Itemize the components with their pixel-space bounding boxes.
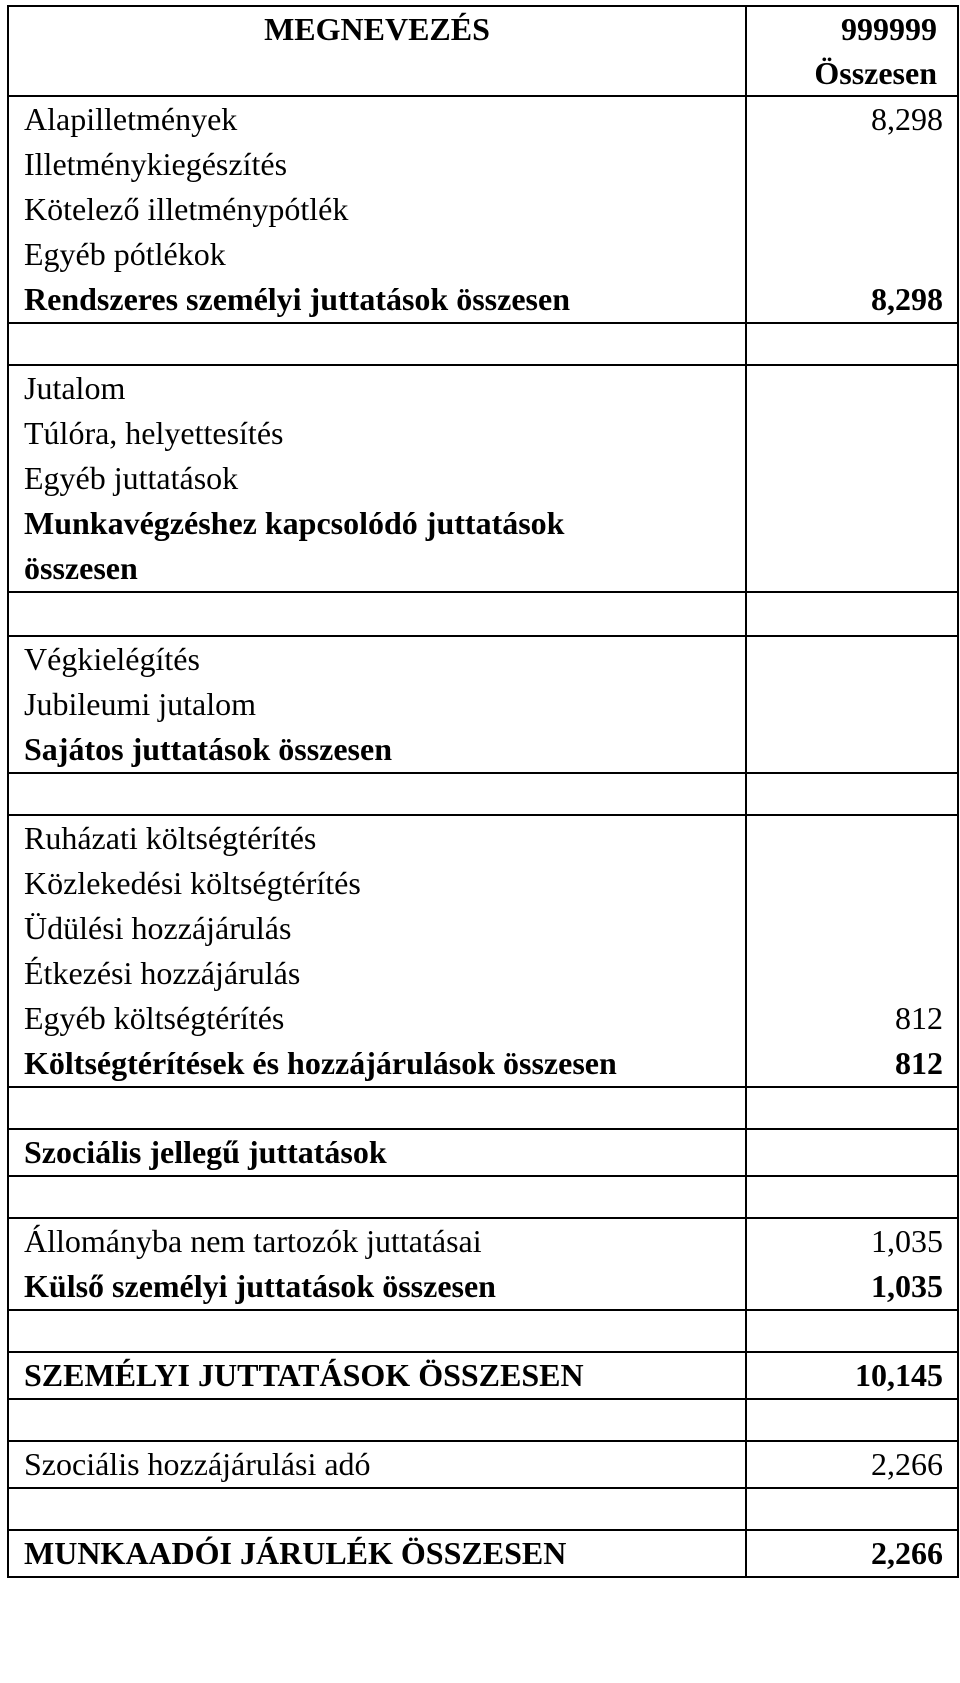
group-row <box>8 1441 958 1488</box>
line-value: 2,266 <box>871 1446 943 1482</box>
label-cell <box>8 1530 746 1577</box>
line-value <box>747 501 957 546</box>
label-cell <box>8 96 746 323</box>
line-label: Alapilletmények <box>24 101 238 137</box>
spacer-cell <box>8 1176 746 1218</box>
spacer-cell <box>8 773 746 815</box>
line-label: Állományba nem tartozók juttatásai <box>24 1223 482 1259</box>
line-label: Közlekedési költségtérítés <box>24 865 361 901</box>
line-label: SZEMÉLYI JUTTATÁSOK ÖSSZESEN <box>24 1357 584 1393</box>
line-value <box>747 637 957 682</box>
line-value: 812 <box>895 1000 943 1036</box>
line-value: 8,298 <box>871 101 943 137</box>
column-code: 999999 <box>841 11 937 47</box>
line-label: összesen <box>24 550 138 586</box>
line-label: Költségtérítések és hozzájárulások összesen <box>24 1045 617 1081</box>
label-cell <box>8 1441 746 1488</box>
spacer-cell <box>8 323 746 365</box>
value-cell <box>746 365 958 592</box>
spacer-row <box>8 592 958 636</box>
spacer-row <box>8 1087 958 1129</box>
line-label: Üdülési hozzájárulás <box>24 910 292 946</box>
line-value <box>747 816 957 861</box>
spacer-cell <box>746 1176 958 1218</box>
label-cell <box>8 1352 746 1399</box>
line-value <box>747 366 957 411</box>
value-cell <box>746 636 958 773</box>
line-value <box>747 727 957 772</box>
line-value <box>747 1130 957 1175</box>
spacer-cell <box>8 1488 746 1530</box>
group-row <box>8 1129 958 1176</box>
line-label: Sajátos juttatások összesen <box>24 731 392 767</box>
label-cell <box>8 815 746 1087</box>
spacer-cell <box>746 1310 958 1352</box>
line-label: Egyéb költségtérítés <box>24 1000 285 1036</box>
group-row <box>8 636 958 773</box>
line-label: Munkavégzéshez kapcsolódó juttatások <box>24 505 565 541</box>
spacer-cell <box>746 773 958 815</box>
group-row <box>8 365 958 592</box>
spacer-cell <box>746 1399 958 1441</box>
line-value <box>747 861 957 906</box>
line-value: 1,035 <box>871 1268 943 1304</box>
value-cell <box>746 1218 958 1310</box>
spacer-row <box>8 1488 958 1530</box>
line-value <box>747 411 957 456</box>
value-cell <box>746 815 958 1087</box>
group-row <box>8 815 958 1087</box>
spacer-cell <box>746 1488 958 1530</box>
label-cell <box>8 365 746 592</box>
label-cell <box>8 636 746 773</box>
header-value-cell <box>746 6 958 96</box>
spacer-cell <box>746 323 958 365</box>
table-body <box>8 6 958 1577</box>
spacer-row <box>8 1310 958 1352</box>
line-label: Rendszeres személyi juttatások összesen <box>24 281 570 317</box>
value-cell <box>746 1352 958 1399</box>
value-cell <box>746 96 958 323</box>
group-row <box>8 1352 958 1399</box>
line-value <box>747 456 957 501</box>
group-row <box>8 1530 958 1577</box>
header-row <box>8 6 958 96</box>
line-value: 2,266 <box>871 1535 943 1571</box>
line-value: 8,298 <box>871 281 943 317</box>
line-value <box>747 546 957 591</box>
spacer-cell <box>746 592 958 636</box>
line-label: Jutalom <box>24 370 126 406</box>
line-label: Szociális hozzájárulási adó <box>24 1446 371 1482</box>
line-label: Szociális jellegű juttatások <box>24 1134 387 1170</box>
group-row <box>8 1218 958 1310</box>
line-value <box>747 232 957 277</box>
personnel-expenses-table <box>7 5 959 1578</box>
line-label: Egyéb juttatások <box>24 460 239 496</box>
report-table-container <box>7 5 957 1578</box>
header-name-cell <box>8 6 746 96</box>
line-label: Ruházati költségtérítés <box>24 820 317 856</box>
line-label: MUNKAADÓI JÁRULÉK ÖSSZESEN <box>24 1535 567 1571</box>
line-value <box>747 682 957 727</box>
spacer-cell <box>8 1087 746 1129</box>
value-cell <box>746 1441 958 1488</box>
line-label: Külső személyi juttatások összesen <box>24 1268 496 1304</box>
line-value: 10,145 <box>855 1357 943 1393</box>
label-cell <box>8 1218 746 1310</box>
line-label: Kötelező illetménypótlék <box>24 191 349 227</box>
spacer-cell <box>8 592 746 636</box>
spacer-row <box>8 1399 958 1441</box>
spacer-row <box>8 1176 958 1218</box>
label-cell <box>8 1129 746 1176</box>
line-label: Túlóra, helyettesítés <box>24 415 284 451</box>
spacer-cell <box>8 1399 746 1441</box>
spacer-cell <box>8 1310 746 1352</box>
line-value: 1,035 <box>871 1223 943 1259</box>
spacer-row <box>8 773 958 815</box>
line-value <box>747 142 957 187</box>
line-value <box>747 951 957 996</box>
line-label: Jubileumi jutalom <box>24 686 256 722</box>
line-label: Végkielégítés <box>24 641 200 677</box>
spacer-row <box>8 323 958 365</box>
line-label: Étkezési hozzájárulás <box>24 955 301 991</box>
column-title-name: MEGNEVEZÉS <box>264 11 490 47</box>
value-cell <box>746 1129 958 1176</box>
line-value <box>747 906 957 951</box>
line-value: 812 <box>895 1045 943 1081</box>
line-value <box>747 187 957 232</box>
column-label-total: Összesen <box>814 55 937 91</box>
line-label: Egyéb pótlékok <box>24 236 226 272</box>
group-row <box>8 96 958 323</box>
value-cell <box>746 1530 958 1577</box>
line-label: Illetménykiegészítés <box>24 146 288 182</box>
spacer-cell <box>746 1087 958 1129</box>
